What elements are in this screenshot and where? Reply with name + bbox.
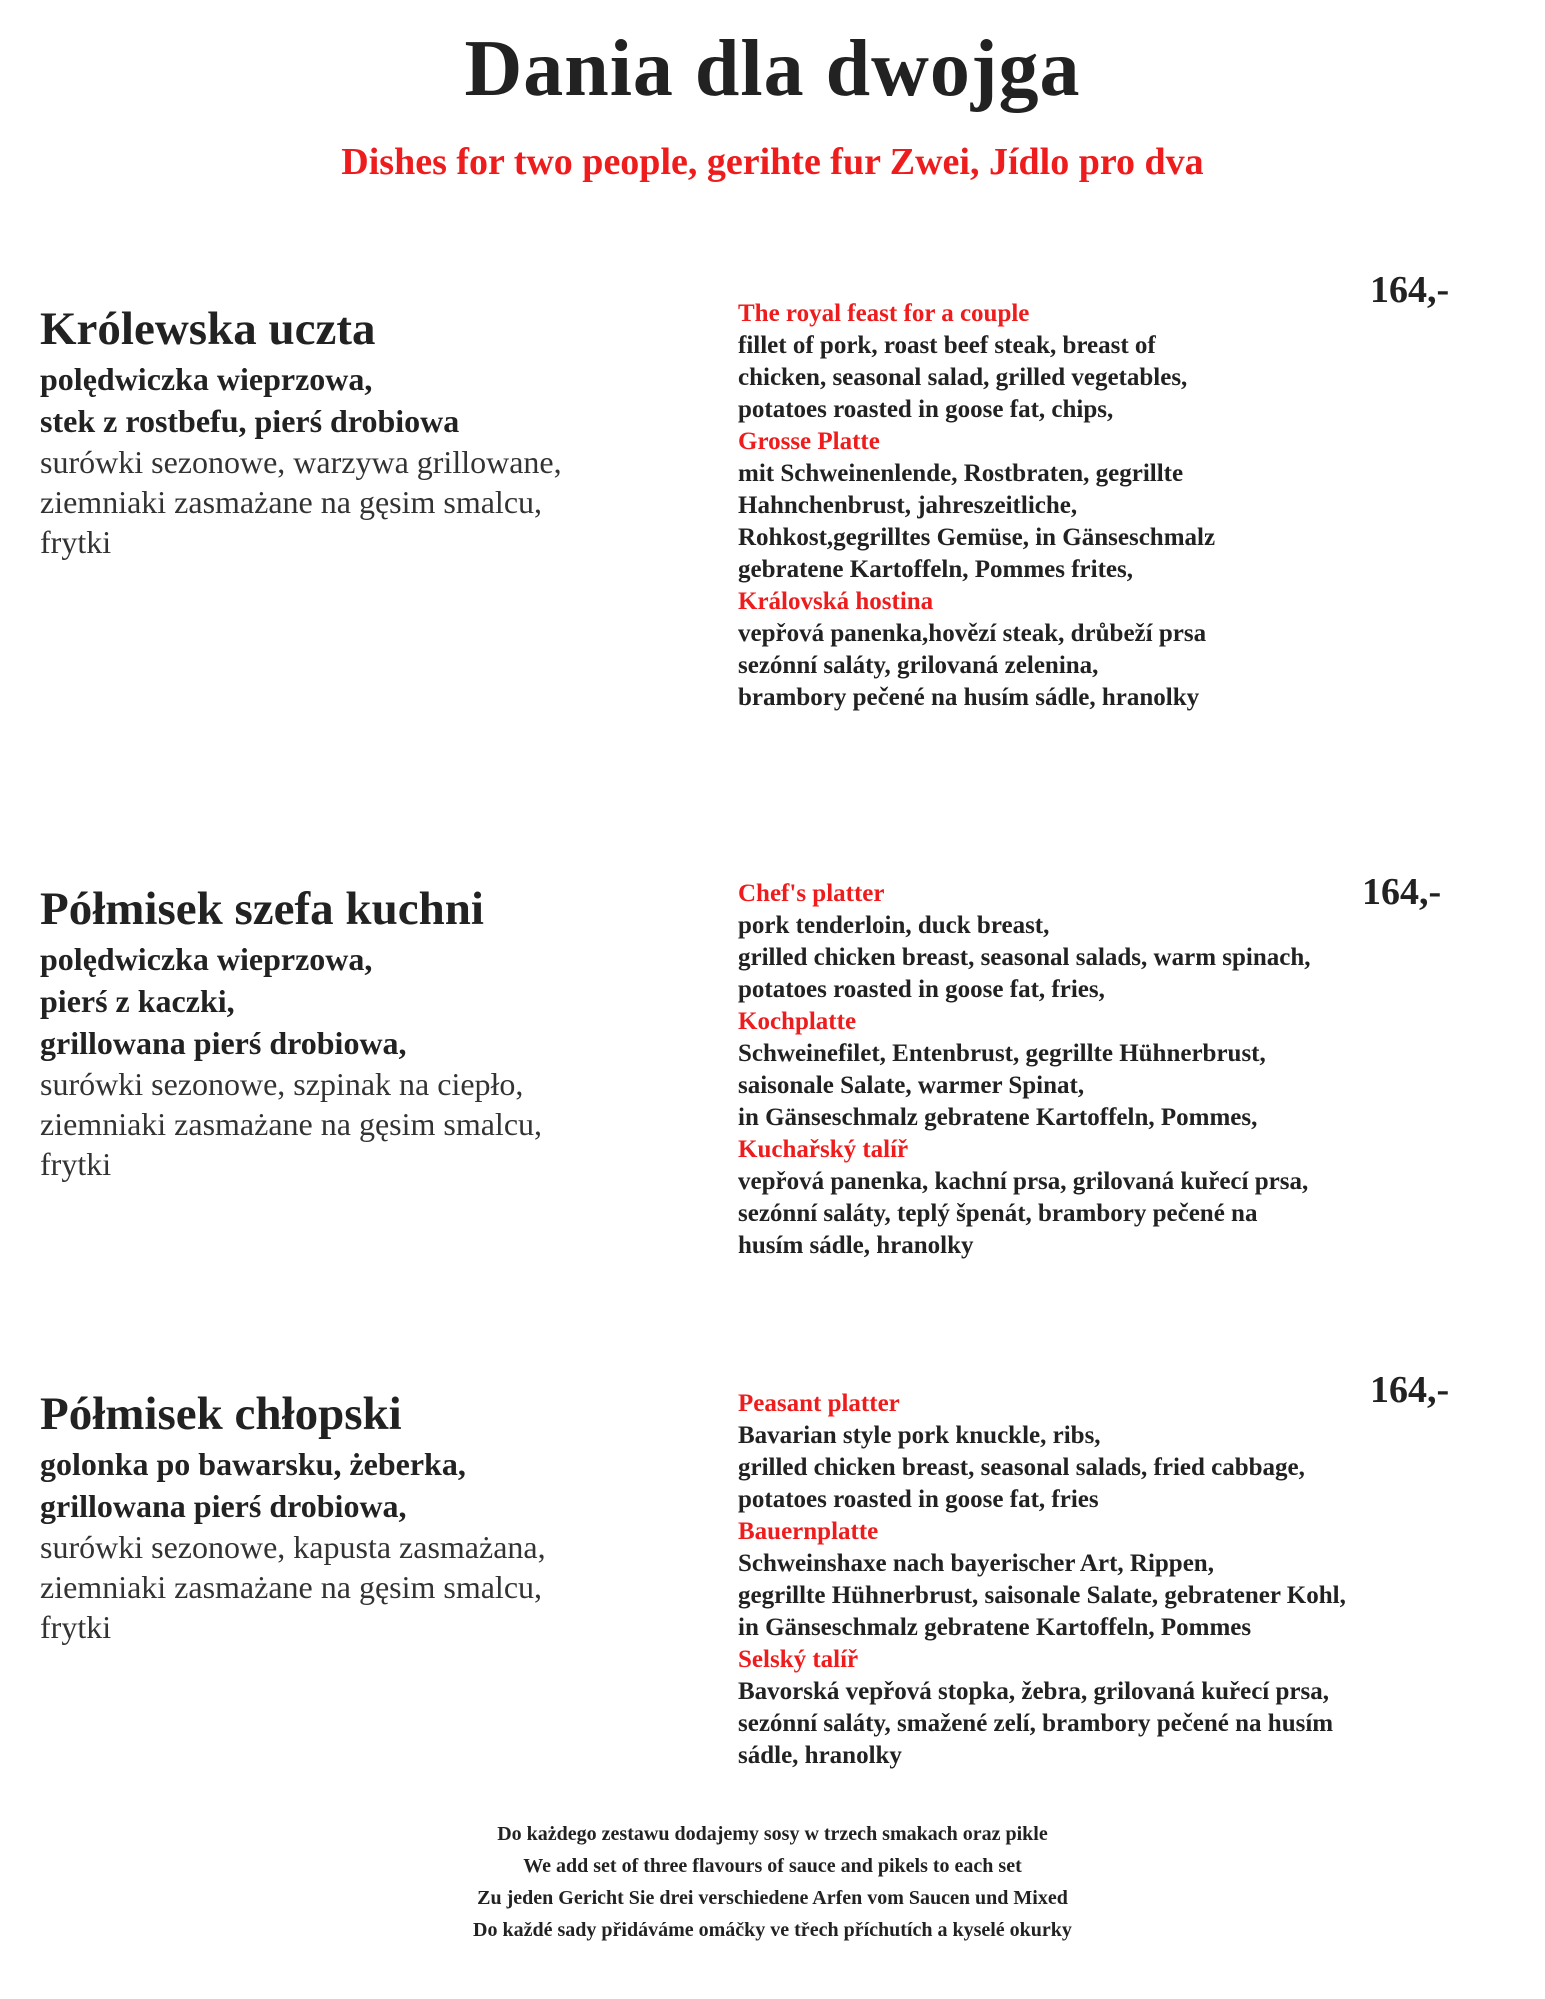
german-title: Bauernplatte bbox=[738, 1518, 879, 1545]
czech-description: Bavorská vepřová stopka, žebra, grilovaná kuřecí prsa, sezónní saláty, smažené zelí, brambory pečené na husím sádle, hranolky bbox=[738, 1678, 1334, 1769]
dish-translations-1 bbox=[738, 298, 1458, 714]
footer-line-german: Zu jeden Gericht Sie drei verschiedene Arfen vom Saucen und Mixed bbox=[477, 1887, 1068, 1909]
footer-line-polish: Do każdego zestawu dodajemy sosy w trzech smakach oraz pikle bbox=[497, 1823, 1048, 1845]
dish-main-ingredients: polędwiczka wieprzowa, pierś z kaczki, grillowana pierś drobiowa, bbox=[40, 941, 407, 1061]
english-title: Chef's platter bbox=[738, 880, 885, 907]
czech-title: Kuchařský talíř bbox=[738, 1136, 909, 1163]
english-description: pork tenderloin, duck breast, grilled chicken breast, seasonal salads, warm spinach, potatoes roasted in goose fat, fries, bbox=[738, 912, 1311, 1003]
dish-translations-2 bbox=[738, 878, 1458, 1262]
dish-sides: surówki sezonowe, szpinak na ciepło, ziemniaki zasmażane na gęsim smalcu, frytki bbox=[40, 1066, 543, 1182]
dish-price: 164,- bbox=[1362, 871, 1442, 913]
czech-title: Královská hostina bbox=[738, 588, 934, 615]
german-description: mit Schweinenlende, Rostbraten, gegrillte Hahnchenbrust, jahreszeitliche, Rohkost,gegrilltes Gemüse, in Gänseschmalz gebratene Kartoffeln, Pommes frites, bbox=[738, 460, 1216, 583]
dish-price: 164,- bbox=[1370, 1369, 1450, 1411]
dish-main-ingredients: polędwiczka wieprzowa, stek z rostbefu, pierś drobiowa bbox=[40, 361, 460, 439]
dish-translations-3 bbox=[738, 1388, 1458, 1772]
english-title: The royal feast for a couple bbox=[738, 300, 1030, 327]
german-description: Schweinefilet, Entenbrust, gegrillte Hühnerbrust, saisonale Salate, warmer Spinat, in Gänseschmalz gebratene Kartoffeln, Pommes, bbox=[738, 1040, 1266, 1131]
footer-line-english: We add set of three flavours of sauce and pikels to each set bbox=[523, 1855, 1022, 1877]
german-description: Schweinshaxe nach bayerischer Art, Rippen, gegrillte Hühnerbrust, saisonale Salate, gebratener Kohl, in Gänseschmalz gebratene Kartoffeln, Pommes bbox=[738, 1550, 1346, 1641]
dish-price: 164,- bbox=[1370, 269, 1450, 311]
english-description: fillet of pork, roast beef steak, breast of chicken, seasonal salad, grilled vegetables, potatoes roasted in goose fat, chips, bbox=[738, 332, 1188, 423]
english-title: Peasant platter bbox=[738, 1390, 900, 1417]
dish-name: Półmisek szefa kuchni bbox=[40, 883, 484, 935]
dish-name: Królewska uczta bbox=[40, 303, 376, 355]
czech-description: vepřová panenka,hovězí steak, drůbeží prsa sezónní saláty, grilovaná zelenina, brambory pečené na husím sádle, hranolky bbox=[738, 620, 1207, 711]
footer-line-czech: Do každé sady přidáváme omáčky ve třech příchutích a kyselé okurky bbox=[473, 1919, 1072, 1941]
footer-note bbox=[0, 1818, 1545, 1946]
page-subtitle: Dishes for two people, gerihte fur Zwei, Jídlo pro dva bbox=[341, 141, 1204, 183]
german-title: Kochplatte bbox=[738, 1008, 857, 1035]
german-title: Grosse Platte bbox=[738, 428, 880, 455]
dish-main-ingredients: golonka po bawarsku, żeberka, grillowana pierś drobiowa, bbox=[40, 1446, 466, 1524]
dish-polish-3 bbox=[40, 1385, 720, 1647]
english-description: Bavarian style pork knuckle, ribs, grilled chicken breast, seasonal salads, fried cabbage, potatoes roasted in goose fat, fries bbox=[738, 1422, 1305, 1513]
dish-polish-1 bbox=[40, 300, 720, 562]
dish-sides: surówki sezonowe, kapusta zasmażana, ziemniaki zasmażane na gęsim smalcu, frytki bbox=[40, 1529, 546, 1645]
czech-title: Selský talíř bbox=[738, 1646, 859, 1673]
dish-polish-2 bbox=[40, 880, 720, 1184]
czech-description: vepřová panenka, kachní prsa, grilovaná kuřecí prsa, sezónní saláty, teplý špenát, brambory pečené na husím sádle, hranolky bbox=[738, 1168, 1309, 1259]
dish-sides: surówki sezonowe, warzywa grillowane, ziemniaki zasmażane na gęsim smalcu, frytki bbox=[40, 444, 562, 560]
dish-name: Półmisek chłopski bbox=[40, 1388, 402, 1440]
page-title: Dania dla dwojga bbox=[464, 25, 1081, 113]
